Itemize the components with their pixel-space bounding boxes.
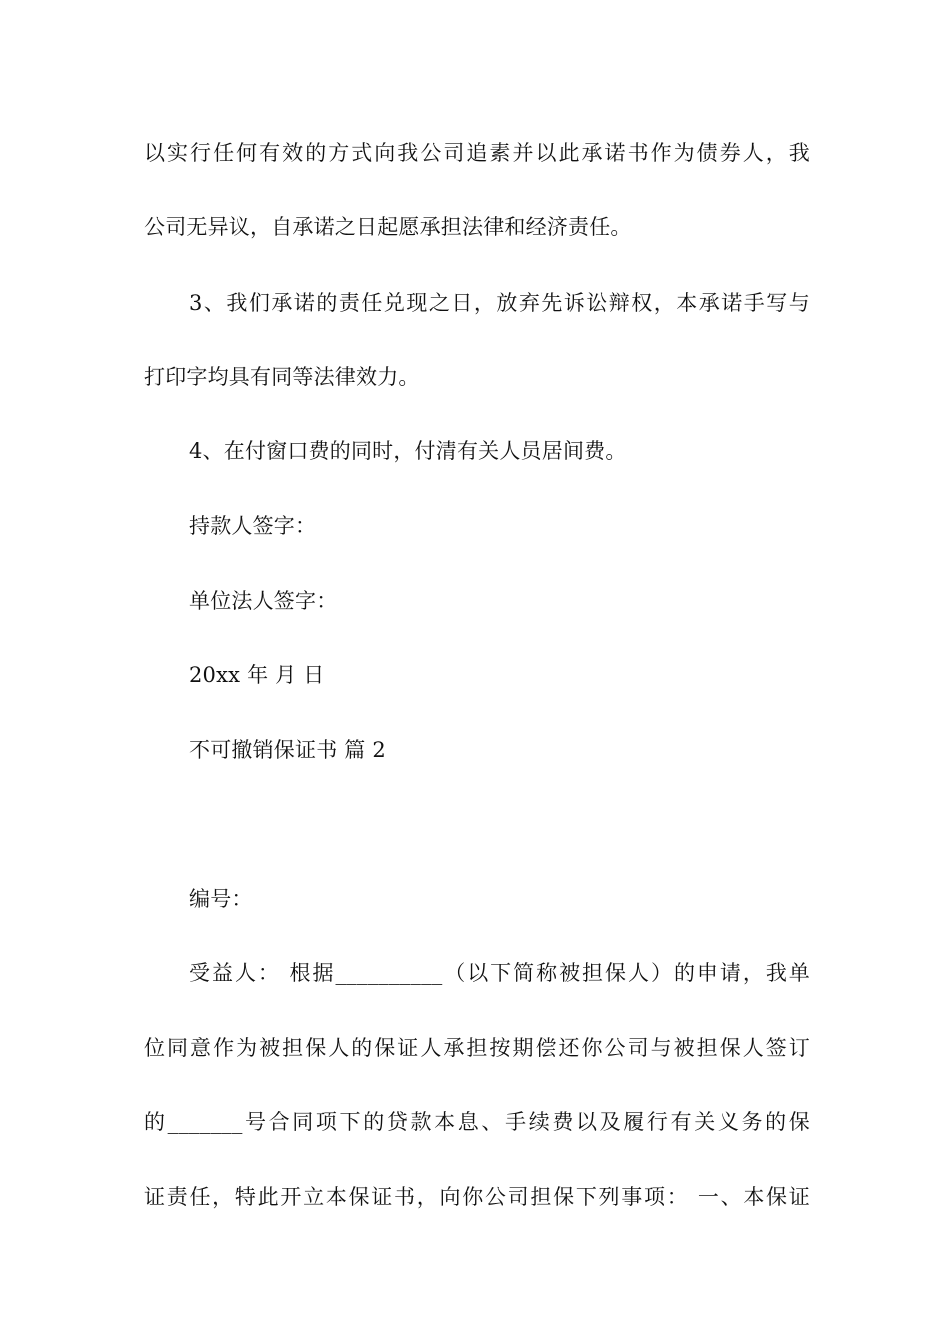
legal-rep-signature-label: 单位法人签字： xyxy=(189,589,338,613)
clause-4: 4、在付窗口费的同时，付清有关人员居间费。 xyxy=(189,439,627,463)
clause-3-line-1: 3、我们承诺的责任兑现之日，放弃先诉讼辩权，本承诺手写与 xyxy=(189,291,810,315)
body-line-4: 证责任，特此开立本保证书，向你公司担保下列事项： 一、本保证 xyxy=(144,1185,810,1209)
section-title: 不可撤销保证书 篇 2 xyxy=(189,738,386,762)
paragraph-line-1: 以实行任何有效的方式向我公司追素并以此承诺书作为债券人，我 xyxy=(144,141,810,165)
clause-3-line-2: 打印字均具有同等法律效力。 xyxy=(144,365,420,389)
date-line: 20xx 年 月 日 xyxy=(189,663,325,687)
serial-number-label: 编号： xyxy=(189,887,253,911)
body-line-1: 受益人： 根据__________（以下简称被担保人）的申请，我单 xyxy=(189,961,810,985)
holder-signature-label: 持款人签字： xyxy=(189,514,317,538)
body-line-3: 的_______号合同项下的贷款本息、手续费以及履行有关义务的保 xyxy=(144,1110,810,1134)
body-line-2: 位同意作为被担保人的保证人承担按期偿还你公司与被担保人签订 xyxy=(144,1036,810,1060)
paragraph-line-2: 公司无异议，自承诺之日起愿承担法律和经济责任。 xyxy=(144,215,632,239)
